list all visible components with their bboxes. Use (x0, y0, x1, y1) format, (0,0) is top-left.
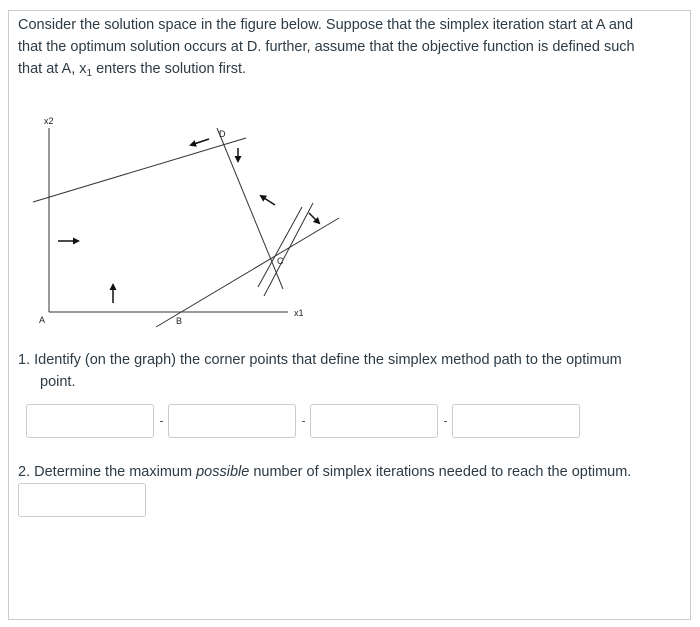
separator-2 (302, 421, 305, 422)
separator-1 (160, 421, 163, 422)
question-1-text: Identify (on the graph) the corner points that define the simplex method path to the optimum (34, 352, 622, 368)
arrow-objective (261, 196, 275, 205)
prompt-line-1: Consider the solution space in the figure below. Suppose that the simplex iteration start at A and (18, 17, 634, 33)
question-2-number: 2. (18, 464, 31, 480)
prompt-line-3-end: enters the solution first. (92, 61, 247, 77)
question-1-number: 1. (18, 352, 31, 368)
y-axis-label: x2 (44, 116, 54, 126)
question-2-text-start: Determine the maximum (34, 464, 197, 480)
question-1-line-1 (18, 352, 622, 368)
question-1 (18, 349, 658, 393)
x-axis-label: x1 (294, 308, 304, 318)
answer-box-1[interactable] (26, 404, 154, 438)
question-2-emphasis: possible (196, 464, 250, 480)
constraint-line-top (33, 138, 246, 202)
separator-3 (444, 421, 447, 422)
prompt-line-2: that the optimum solution occurs at D. further, assume that the objective function is defined such (18, 39, 635, 55)
answer-box-iterations[interactable] (18, 483, 146, 517)
objective-line-2 (264, 203, 313, 296)
point-label-d: D (219, 129, 226, 139)
point-label-a: A (39, 315, 46, 325)
point-label-b: B (176, 316, 183, 326)
objective-line-1 (258, 207, 302, 287)
constraint-line-d-c (217, 128, 283, 289)
constraint-line-b-c (156, 218, 339, 327)
question-2-text-end: number of simplex iterations needed to reach the optimum. (249, 464, 632, 480)
prompt-line-3-start: that at A, x (18, 61, 87, 77)
answer-box-2[interactable] (168, 404, 296, 438)
arrow-bc-constraint (309, 213, 319, 223)
answer-box-4[interactable] (452, 404, 580, 438)
point-label-c: C (277, 256, 284, 266)
answer-box-3[interactable] (310, 404, 438, 438)
prompt-subscript: 1 (86, 68, 93, 79)
question-1-line-2: point. (40, 374, 76, 390)
arrow-top-constraint (191, 139, 209, 145)
question-2 (18, 461, 678, 483)
